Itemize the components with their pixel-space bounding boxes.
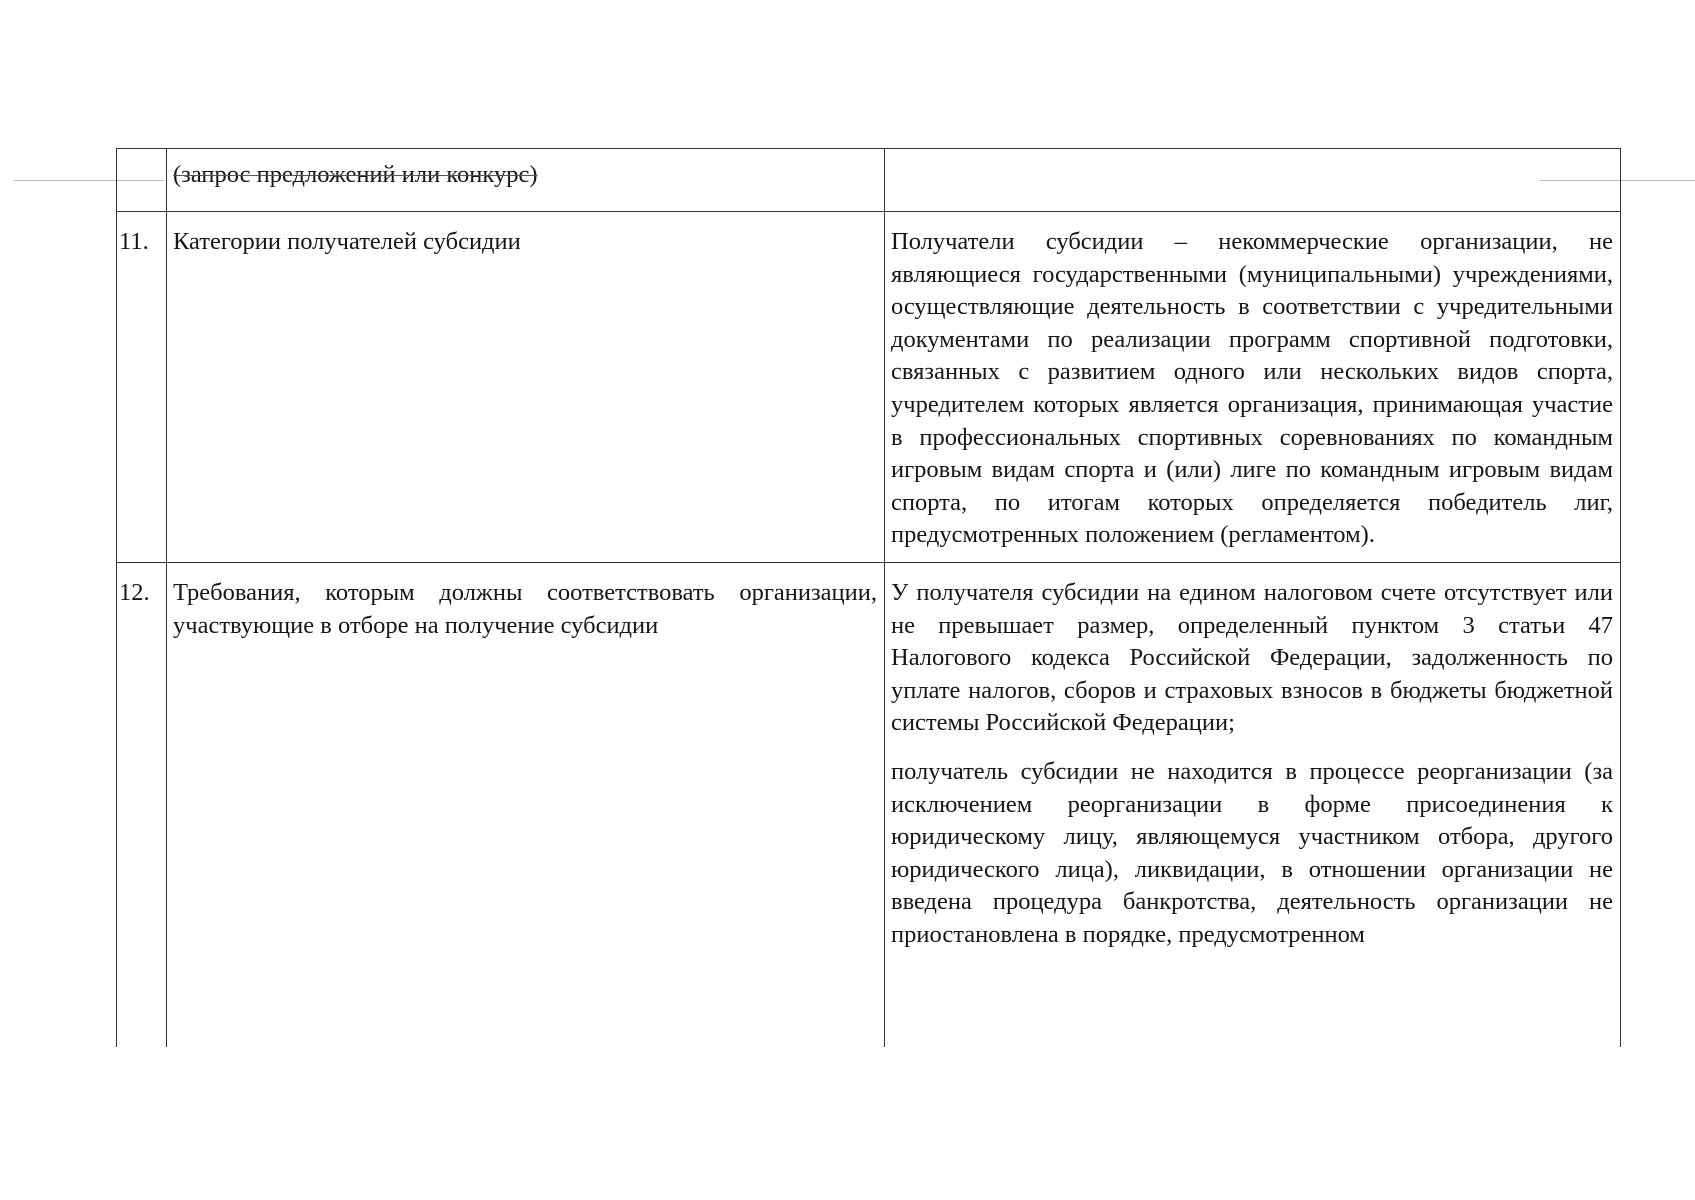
value-paragraph: получатель субсидии не находится в процессе реорганизации (за исключением реорганизации в форме присоединения к юридическому лицу, являющемуся участником отбора, другого юридического лица), ликвидации, в отношении организации не введена процедура банкротства, деятельность организации не приостановлена в порядке, предусмотренном bbox=[891, 757, 1613, 948]
requirements-table bbox=[116, 148, 1621, 1047]
row-number-cell: 11. bbox=[117, 212, 167, 563]
value-cell bbox=[885, 149, 1621, 212]
table-row-12 bbox=[117, 562, 1621, 1047]
criterion-cell: Категории получателей субсидии bbox=[167, 212, 885, 563]
table-row-11 bbox=[117, 212, 1621, 563]
table-row-continuation bbox=[117, 149, 1621, 212]
criterion-cell: Требования, которым должны соответствовать организации, участвующие в отборе на получение субсидии bbox=[167, 562, 885, 1047]
value-cell bbox=[885, 562, 1621, 1047]
row-number-cell bbox=[117, 149, 167, 212]
value-paragraph: У получателя субсидии на едином налоговом счете отсутствует или не превышает размер, определенный пунктом 3 статьи 47 Налогового кодекса Российской Федерации, задолженность по уплате налогов, сборов и страховых взносов в бюджеты бюджетной системы Российской Федерации; bbox=[891, 578, 1613, 737]
criterion-cell: (запрос предложений или конкурс) bbox=[167, 149, 885, 212]
row-number-cell: 12. bbox=[117, 562, 167, 1047]
value-cell: Получатели субсидии – некоммерческие организации, не являющиеся государственными (муниципальными) учреждениями, осуществляющие деятельность в соответствии с учредительными документами по реализации программ спортивной подготовки, связанных с развитием одного или нескольких видов спорта, учредителем которых является организация, принимающая участие в профессиональных спортивных соревнованиях по командным игровым видам спорта и (или) лиге по командным игровым видам спорта, по итогам которых определяется победитель лиг, предусмотренных положением (регламентом). bbox=[885, 212, 1621, 563]
